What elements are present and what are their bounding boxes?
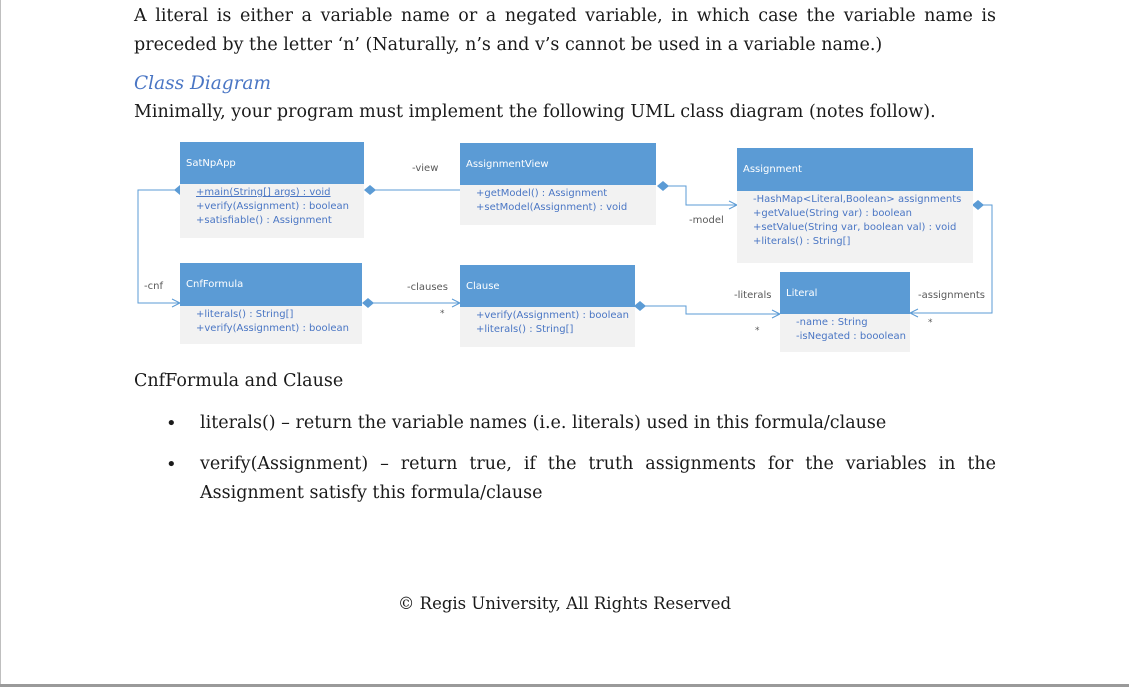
class-satnpapp-members	[180, 184, 364, 238]
bullet-icon: •	[166, 454, 177, 475]
class-clause-members	[460, 307, 635, 347]
class-literal-name: Literal	[780, 272, 910, 314]
multiplicity-literals: *	[755, 326, 760, 336]
member: +literals() : String[]	[753, 236, 851, 247]
class-satnpapp	[180, 142, 364, 238]
list-item	[166, 450, 996, 510]
class-literal	[780, 272, 910, 352]
bullet-icon: •	[166, 413, 177, 434]
member: +literals() : String[]	[476, 324, 574, 335]
member: +getValue(String var) : boolean	[753, 208, 912, 219]
member: +satisfiable() : Assignment	[196, 215, 332, 226]
role-clauses: -clauses	[407, 282, 448, 293]
class-cnfformula-name: CnfFormula	[180, 263, 362, 306]
connector-model	[663, 186, 737, 205]
role-view: -view	[412, 163, 439, 174]
class-diagram-heading: Class Diagram	[134, 73, 272, 94]
class-clause-name: Clause	[460, 265, 635, 307]
class-assignmentview	[460, 143, 656, 225]
aggregation-diamond	[657, 181, 669, 191]
class-assignment-name: Assignment	[737, 148, 973, 191]
member: -isNegated : booolean	[796, 331, 906, 342]
member: +setModel(Assignment) : void	[476, 202, 628, 213]
intro-paragraph	[134, 2, 996, 60]
role-model: -model	[689, 215, 724, 226]
aggregation-diamond	[972, 200, 984, 210]
member: +verify(Assignment) : boolean	[476, 310, 629, 321]
cnfformula-clause-heading: CnfFormula and Clause	[134, 371, 344, 391]
bullet-text: verify(Assignment) – return true, if the truth assignments for the variables in the Assignment satisfy this formula/clause	[200, 454, 996, 503]
copyright-footer: © Regis University, All Rights Reserved	[397, 594, 732, 613]
member: +getModel() : Assignment	[476, 188, 608, 199]
member: +literals() : String[]	[196, 309, 294, 320]
page-left-border	[0, 0, 1, 687]
class-assignmentview-name: AssignmentView	[460, 143, 656, 185]
list-item	[166, 409, 996, 439]
member: +verify(Assignment) : boolean	[196, 323, 349, 334]
role-assignments: -assignments	[918, 290, 985, 301]
class-clause	[460, 265, 635, 347]
role-cnf: -cnf	[144, 281, 163, 292]
intro-line-1: A literal is either a variable name or a negated variable, in which case the variable name is	[134, 6, 996, 26]
member: +verify(Assignment) : boolean	[196, 201, 349, 212]
multiplicity-assignments: *	[928, 318, 933, 328]
class-assignmentview-members	[460, 185, 656, 225]
aggregation-diamond	[634, 301, 646, 311]
class-assignment	[737, 148, 973, 263]
member: +main(String[] args) : void	[196, 187, 331, 198]
member: +setValue(String var, boolean val) : void	[753, 222, 957, 233]
intro-line-2: preceded by the letter ‘n’ (Naturally, n’s and v’s cannot be used in a variable name.)	[134, 35, 883, 55]
member: -name : String	[796, 317, 868, 328]
class-cnfformula-members	[180, 306, 362, 344]
bullet-text: literals() – return the variable names (i.e. literals) used in this formula/clause	[200, 413, 887, 433]
role-literals: -literals	[734, 290, 772, 301]
class-diagram-intro: Minimally, your program must implement the following UML class diagram (notes follow).	[134, 102, 936, 122]
class-satnpapp-name: SatNpApp	[180, 142, 364, 184]
class-literal-members	[780, 314, 910, 352]
aggregation-diamond	[364, 185, 376, 195]
aggregation-diamond	[362, 298, 374, 308]
connector-literals	[640, 306, 780, 314]
member: -HashMap<Literal,Boolean> assignments	[753, 194, 962, 205]
multiplicity-clauses: *	[440, 309, 445, 319]
class-cnfformula	[180, 263, 362, 344]
class-assignment-members	[737, 191, 973, 263]
